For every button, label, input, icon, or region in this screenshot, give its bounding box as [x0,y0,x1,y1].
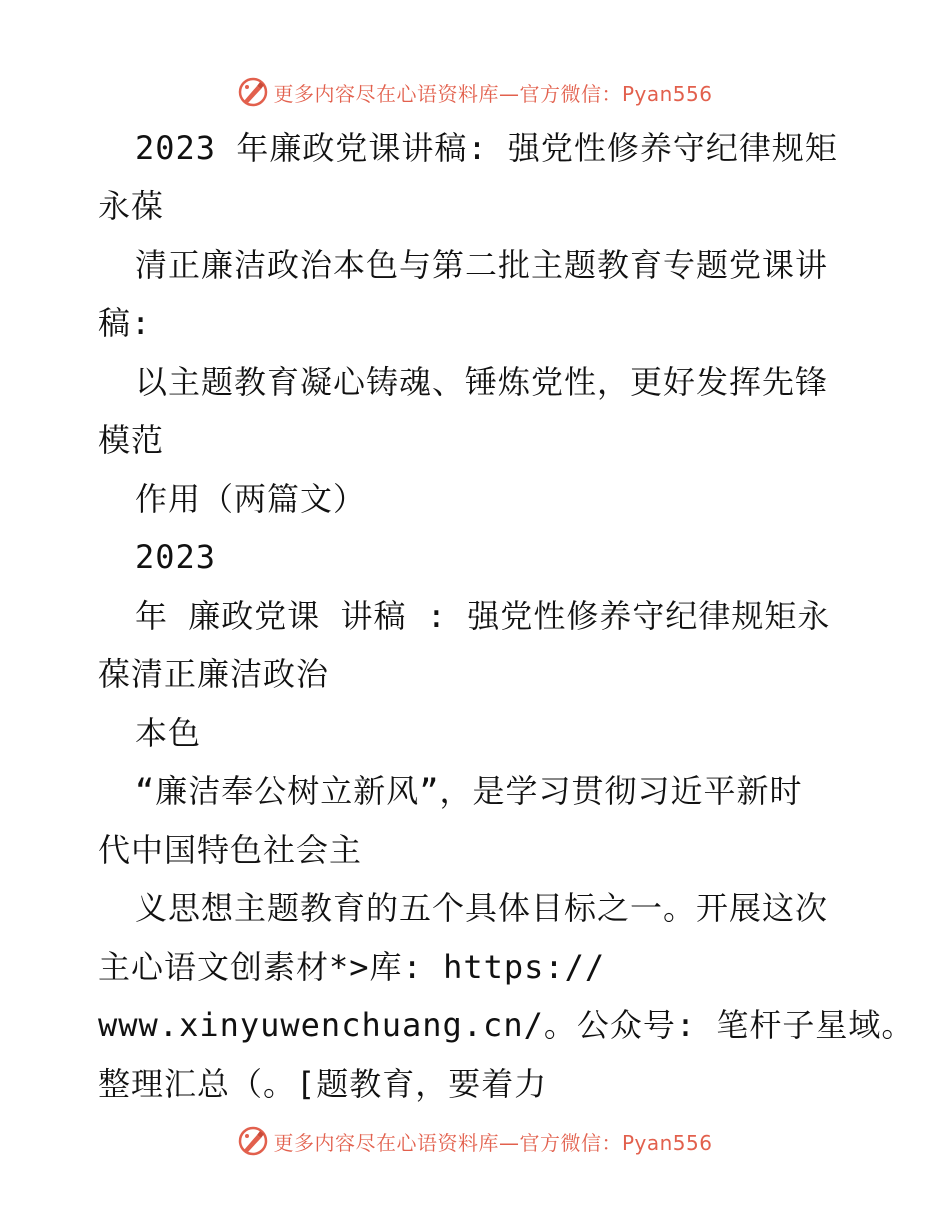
text-line: 以主题教育凝心铸魂、锤炼党性，更好发挥先锋 [135,363,829,401]
header-watermark [0,72,950,112]
text-line: 代中国特色社会主 [98,831,363,869]
watermark-text: 更多内容尽在心语资料库—官方微信：Pyan556 [273,81,713,106]
text-line: 模范 [98,421,165,459]
text-line: 永葆 [98,187,165,225]
watermark-text: 更多内容尽在心语资料库—官方微信：Pyan556 [273,1130,713,1155]
text-line: 稿: [98,304,152,342]
text-line: 本色 [135,714,202,752]
text-line: 作用（两篇文） [135,480,367,518]
pen-logo-icon [237,76,269,108]
text-line: 年 廉政党课 讲稿 : 强党性修养守纪律规矩永 [135,597,831,635]
text-line: 主心语文创素材*>库: https:// [98,948,606,986]
text-line: 义思想主题教育的五个具体目标之一。开展这次 [135,889,829,927]
text-line: “廉洁奉公树立新风”，是学习贯彻习近平新时 [135,772,803,810]
footer-watermark [0,1121,950,1161]
text-line: 葆清正廉洁政治 [98,655,330,693]
text-line: 2023 [135,538,217,576]
text-line: www.xinyuwenchuang.cn/。公众号: 笔杆子星域。 [98,1006,915,1044]
text-line: 整理汇总（。[题教育，要着力 [98,1065,548,1103]
text-line: 2023 年廉政党课讲稿: 强党性修养守纪律规矩 [135,129,838,167]
text-line: 清正廉洁政治本色与第二批主题教育专题党课讲 [135,246,829,284]
pen-logo-icon [237,1125,269,1157]
